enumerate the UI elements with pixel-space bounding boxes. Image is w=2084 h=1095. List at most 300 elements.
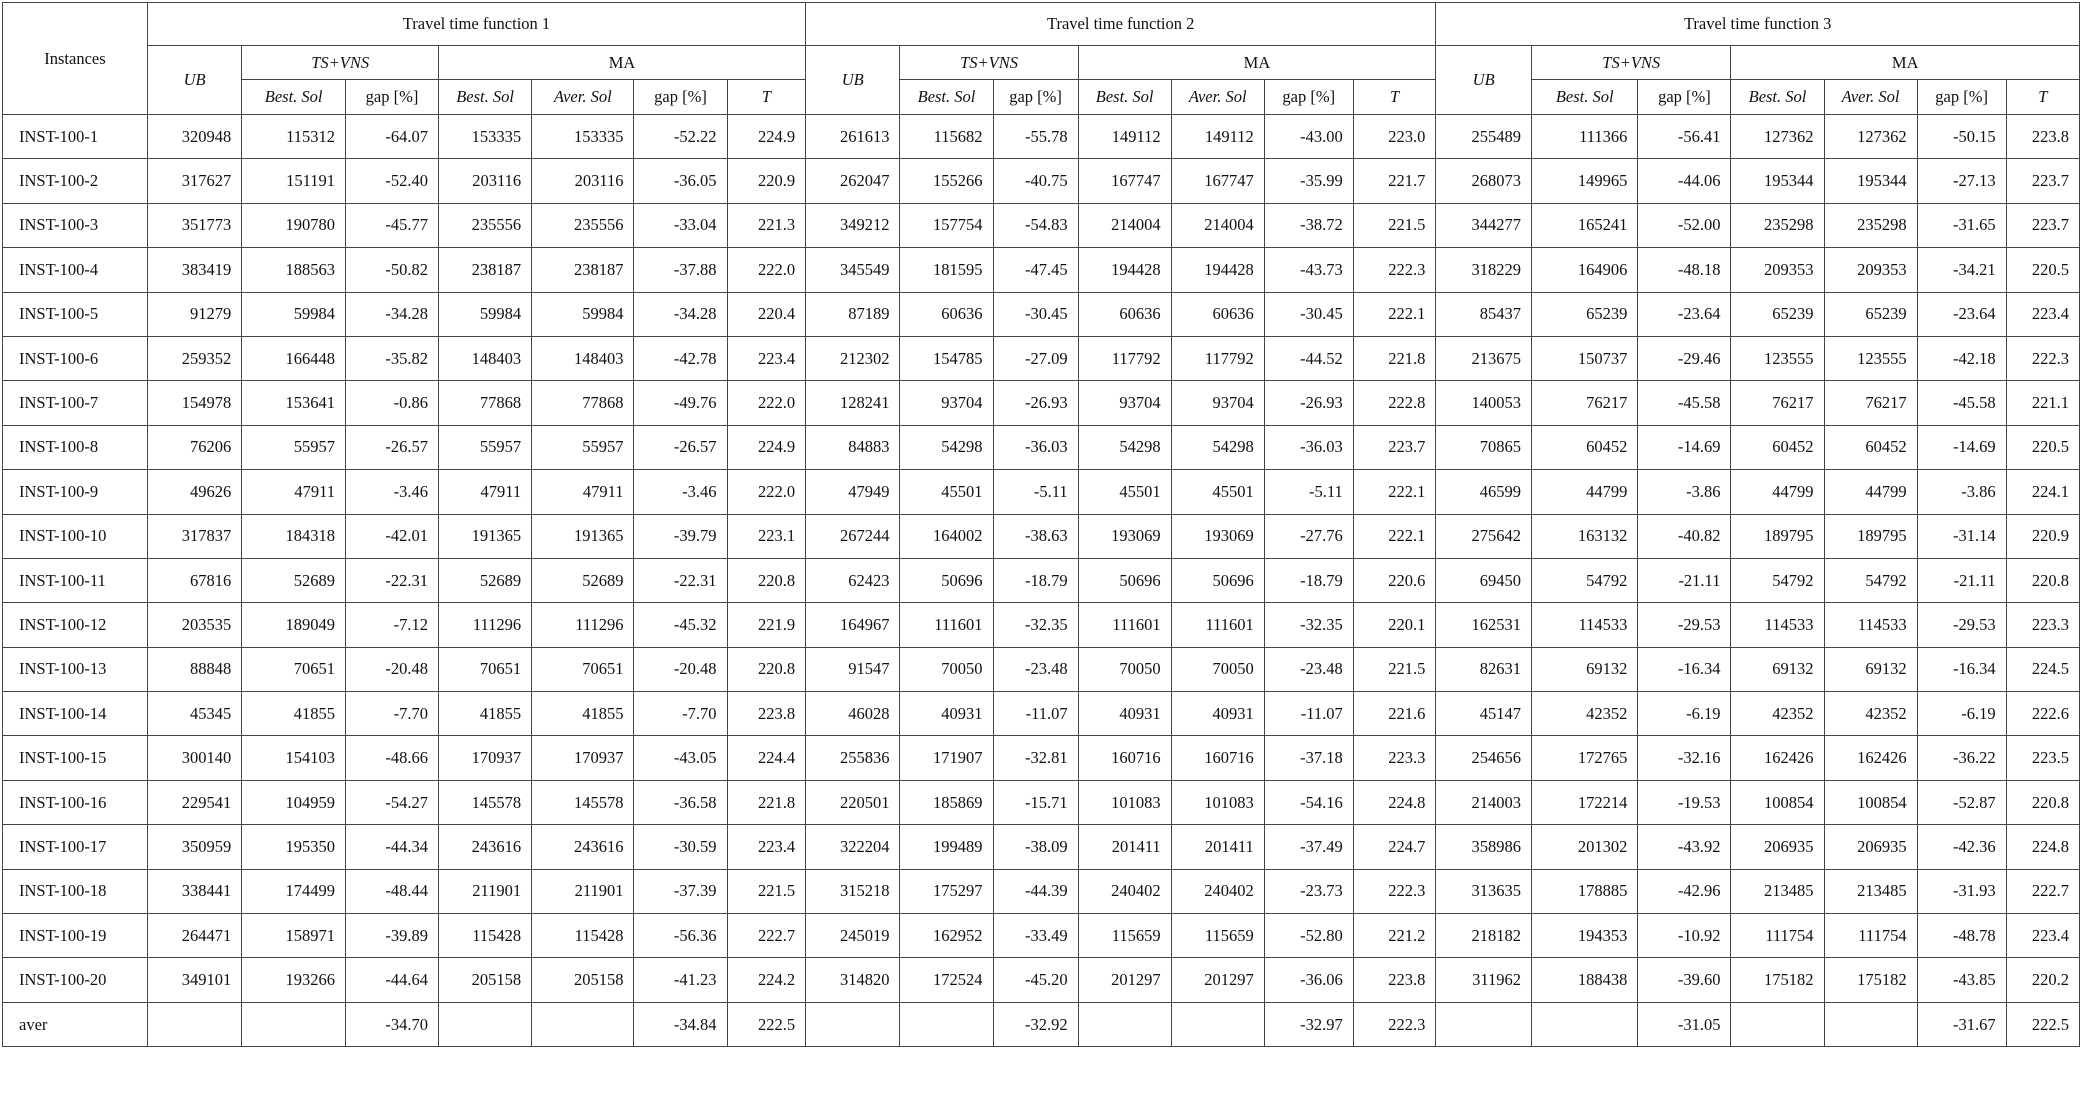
table-cell: 223.4 — [2006, 292, 2079, 336]
table-cell: -16.34 — [1917, 647, 2006, 691]
table-cell: 240402 — [1078, 869, 1171, 913]
table-cell: 224.9 — [727, 115, 806, 159]
best-sol-header: Best. Sol — [1532, 80, 1638, 115]
table-cell: -33.49 — [993, 914, 1078, 958]
table-cell: 214004 — [1171, 203, 1264, 247]
table-cell: 222.5 — [2006, 1002, 2079, 1046]
table-row — [3, 780, 2080, 824]
table-cell: -42.36 — [1917, 825, 2006, 869]
table-cell: 60452 — [1532, 425, 1638, 469]
table-cell: 52689 — [439, 558, 532, 602]
table-cell: -32.35 — [993, 603, 1078, 647]
aver-sol-header: Aver. Sol — [1824, 80, 1917, 115]
table-cell: 41855 — [242, 692, 346, 736]
ub-header: UB — [806, 46, 900, 115]
results-table — [2, 2, 2080, 1047]
table-cell: 164002 — [900, 514, 993, 558]
table-cell: 223.7 — [1353, 425, 1436, 469]
table-cell: 223.8 — [727, 692, 806, 736]
table-cell: 111296 — [532, 603, 634, 647]
table-cell: 88848 — [147, 647, 241, 691]
table-cell: 195344 — [1731, 159, 1824, 203]
table-cell: -15.71 — [993, 780, 1078, 824]
table-cell: 193069 — [1078, 514, 1171, 558]
table-cell: 164906 — [1532, 248, 1638, 292]
table-cell: -31.67 — [1917, 1002, 2006, 1046]
table-cell: 111296 — [439, 603, 532, 647]
table-cell: 52689 — [242, 558, 346, 602]
table-cell: 85437 — [1436, 292, 1532, 336]
table-cell: -22.31 — [634, 558, 727, 602]
table-cell: -37.18 — [1264, 736, 1353, 780]
table-cell: 69132 — [1731, 647, 1824, 691]
table-cell: -27.13 — [1917, 159, 2006, 203]
table-cell: 93704 — [1078, 381, 1171, 425]
table-cell: -3.86 — [1917, 470, 2006, 514]
table-cell: 201297 — [1078, 958, 1171, 1002]
table-cell: 76217 — [1824, 381, 1917, 425]
table-cell: 170937 — [532, 736, 634, 780]
table-cell: -31.05 — [1638, 1002, 1731, 1046]
table-cell: 153335 — [532, 115, 634, 159]
table-cell: -64.07 — [345, 115, 438, 159]
table-cell: -52.00 — [1638, 203, 1731, 247]
table-cell: -21.11 — [1917, 558, 2006, 602]
table-cell: -32.92 — [993, 1002, 1078, 1046]
instance-name: INST-100-11 — [3, 558, 148, 602]
table-cell: -39.60 — [1638, 958, 1731, 1002]
table-cell: 189795 — [1824, 514, 1917, 558]
table-cell: -44.64 — [345, 958, 438, 1002]
table-cell: 224.2 — [727, 958, 806, 1002]
table-cell: 351773 — [147, 203, 241, 247]
table-cell: -44.39 — [993, 869, 1078, 913]
table-cell: 52689 — [532, 558, 634, 602]
best-sol-header: Best. Sol — [900, 80, 993, 115]
table-cell: 267244 — [806, 514, 900, 558]
table-cell: 59984 — [532, 292, 634, 336]
table-cell: -16.34 — [1638, 647, 1731, 691]
table-header — [3, 3, 2080, 115]
table-cell: 151191 — [242, 159, 346, 203]
table-cell: 100854 — [1731, 780, 1824, 824]
table-cell: 47911 — [242, 470, 346, 514]
table-cell: 115428 — [532, 914, 634, 958]
table-cell: -22.31 — [345, 558, 438, 602]
table-cell: -43.73 — [1264, 248, 1353, 292]
table-cell: -42.96 — [1638, 869, 1731, 913]
table-cell: 70050 — [900, 647, 993, 691]
table-cell: 70651 — [532, 647, 634, 691]
table-cell: -45.77 — [345, 203, 438, 247]
table-cell: -3.86 — [1638, 470, 1731, 514]
table-cell: 47911 — [532, 470, 634, 514]
table-cell: -32.16 — [1638, 736, 1731, 780]
table-cell: 45345 — [147, 692, 241, 736]
instance-name: INST-100-9 — [3, 470, 148, 514]
table-cell: -32.97 — [1264, 1002, 1353, 1046]
table-cell: 104959 — [242, 780, 346, 824]
table-cell — [900, 1002, 993, 1046]
table-cell — [1436, 1002, 1532, 1046]
table-cell: 117792 — [1171, 336, 1264, 380]
table-cell: 221.3 — [727, 203, 806, 247]
instance-name: INST-100-18 — [3, 869, 148, 913]
table-cell: 115682 — [900, 115, 993, 159]
table-cell: 223.4 — [727, 336, 806, 380]
table-cell: 383419 — [147, 248, 241, 292]
table-cell: 115428 — [439, 914, 532, 958]
table-cell: 115659 — [1171, 914, 1264, 958]
table-cell: 222.1 — [1353, 514, 1436, 558]
table-cell: -48.44 — [345, 869, 438, 913]
table-cell: 268073 — [1436, 159, 1532, 203]
table-cell: 162426 — [1731, 736, 1824, 780]
table-cell: -35.99 — [1264, 159, 1353, 203]
table-cell: -48.66 — [345, 736, 438, 780]
table-cell: 221.2 — [1353, 914, 1436, 958]
table-cell: -36.05 — [634, 159, 727, 203]
table-cell: 220.1 — [1353, 603, 1436, 647]
table-cell: -39.89 — [345, 914, 438, 958]
table-cell: 45501 — [1078, 470, 1171, 514]
table-cell: 222.3 — [1353, 248, 1436, 292]
table-cell: 54298 — [900, 425, 993, 469]
table-cell: 220.8 — [2006, 780, 2079, 824]
table-cell: 313635 — [1436, 869, 1532, 913]
table-cell: -38.09 — [993, 825, 1078, 869]
table-cell: -44.52 — [1264, 336, 1353, 380]
table-cell: 223.4 — [2006, 914, 2079, 958]
table-cell: 262047 — [806, 159, 900, 203]
table-cell: 101083 — [1171, 780, 1264, 824]
table-cell: 60636 — [900, 292, 993, 336]
table-cell: -29.53 — [1638, 603, 1731, 647]
table-cell: 191365 — [439, 514, 532, 558]
table-cell: 60636 — [1078, 292, 1171, 336]
instance-name: INST-100-20 — [3, 958, 148, 1002]
instance-name: INST-100-10 — [3, 514, 148, 558]
table-cell: -34.21 — [1917, 248, 2006, 292]
table-cell: -52.40 — [345, 159, 438, 203]
table-cell: 111754 — [1824, 914, 1917, 958]
table-cell: -36.58 — [634, 780, 727, 824]
table-cell: 194428 — [1078, 248, 1171, 292]
table-cell: 229541 — [147, 780, 241, 824]
table-row — [3, 1002, 2080, 1046]
table-cell: -0.86 — [345, 381, 438, 425]
table-cell: 194353 — [1532, 914, 1638, 958]
table-cell: 115312 — [242, 115, 346, 159]
table-cell: 111754 — [1731, 914, 1824, 958]
table-cell: -6.19 — [1638, 692, 1731, 736]
table-cell: 149965 — [1532, 159, 1638, 203]
table-cell: 77868 — [532, 381, 634, 425]
table-row — [3, 292, 2080, 336]
t-header: T — [727, 80, 806, 115]
table-cell: 45501 — [900, 470, 993, 514]
table-cell: -32.81 — [993, 736, 1078, 780]
table-cell — [1078, 1002, 1171, 1046]
table-cell: -52.22 — [634, 115, 727, 159]
table-cell: 69450 — [1436, 558, 1532, 602]
table-cell — [806, 1002, 900, 1046]
table-cell: 41855 — [439, 692, 532, 736]
table-cell: 55957 — [242, 425, 346, 469]
table-cell: -36.06 — [1264, 958, 1353, 1002]
instance-name: INST-100-3 — [3, 203, 148, 247]
table-cell: 220501 — [806, 780, 900, 824]
table-cell: 238187 — [532, 248, 634, 292]
table-cell: 153641 — [242, 381, 346, 425]
table-cell: 59984 — [242, 292, 346, 336]
table-cell: -48.78 — [1917, 914, 2006, 958]
gap-header: gap [%] — [1917, 80, 2006, 115]
table-cell: 254656 — [1436, 736, 1532, 780]
ub-header: UB — [1436, 46, 1532, 115]
table-cell: 91279 — [147, 292, 241, 336]
table-cell: -3.46 — [345, 470, 438, 514]
table-cell: 222.6 — [2006, 692, 2079, 736]
table-cell: 222.3 — [1353, 869, 1436, 913]
table-cell: -45.20 — [993, 958, 1078, 1002]
table-row — [3, 647, 2080, 691]
table-cell: 221.8 — [727, 780, 806, 824]
table-cell: 170937 — [439, 736, 532, 780]
table-cell: 223.5 — [2006, 736, 2079, 780]
table-cell: 322204 — [806, 825, 900, 869]
table-cell: 76206 — [147, 425, 241, 469]
best-sol-header: Best. Sol — [1731, 80, 1824, 115]
table-cell: 154785 — [900, 336, 993, 380]
table-cell: 222.0 — [727, 470, 806, 514]
table-cell: -39.79 — [634, 514, 727, 558]
table-cell: 224.5 — [2006, 647, 2079, 691]
table-cell: 240402 — [1171, 869, 1264, 913]
function-3-header: Travel time function 3 — [1436, 3, 2080, 46]
table-row — [3, 736, 2080, 780]
table-cell: 189049 — [242, 603, 346, 647]
table-cell: 203535 — [147, 603, 241, 647]
table-cell: 205158 — [532, 958, 634, 1002]
table-cell: 76217 — [1731, 381, 1824, 425]
table-cell: 54298 — [1171, 425, 1264, 469]
table-cell: 54792 — [1731, 558, 1824, 602]
table-cell: -56.41 — [1638, 115, 1731, 159]
table-cell: 317837 — [147, 514, 241, 558]
table-cell: 220.9 — [727, 159, 806, 203]
table-cell: -11.07 — [993, 692, 1078, 736]
table-cell: -33.04 — [634, 203, 727, 247]
table-cell: 158971 — [242, 914, 346, 958]
instance-name: INST-100-13 — [3, 647, 148, 691]
table-cell: -31.93 — [1917, 869, 2006, 913]
table-cell: 211901 — [439, 869, 532, 913]
aver-sol-header: Aver. Sol — [1171, 80, 1264, 115]
table-cell: 201297 — [1171, 958, 1264, 1002]
table-row — [3, 514, 2080, 558]
table-cell: 69132 — [1532, 647, 1638, 691]
table-cell: -43.00 — [1264, 115, 1353, 159]
table-cell: 224.1 — [2006, 470, 2079, 514]
instance-name: aver — [3, 1002, 148, 1046]
table-cell: 50696 — [1078, 558, 1171, 602]
table-cell: 195344 — [1824, 159, 1917, 203]
instance-name: INST-100-2 — [3, 159, 148, 203]
table-cell: 148403 — [532, 336, 634, 380]
table-cell: -23.73 — [1264, 869, 1353, 913]
table-cell: 171907 — [900, 736, 993, 780]
table-row — [3, 603, 2080, 647]
table-cell: 201411 — [1078, 825, 1171, 869]
table-cell: 54298 — [1078, 425, 1171, 469]
table-cell: 127362 — [1731, 115, 1824, 159]
table-cell: 172524 — [900, 958, 993, 1002]
table-cell: 165241 — [1532, 203, 1638, 247]
table-cell: 44799 — [1731, 470, 1824, 514]
table-row — [3, 115, 2080, 159]
table-cell: 220.8 — [2006, 558, 2079, 602]
table-cell: 70651 — [242, 647, 346, 691]
table-cell: -29.53 — [1917, 603, 2006, 647]
table-row — [3, 159, 2080, 203]
table-cell: -43.85 — [1917, 958, 2006, 1002]
table-cell — [242, 1002, 346, 1046]
table-cell: 224.7 — [1353, 825, 1436, 869]
table-cell: 157754 — [900, 203, 993, 247]
table-cell: 222.0 — [727, 248, 806, 292]
table-cell: -18.79 — [1264, 558, 1353, 602]
table-cell: -54.27 — [345, 780, 438, 824]
table-cell: 220.5 — [2006, 248, 2079, 292]
ma-header: MA — [1078, 46, 1436, 80]
table-cell: -18.79 — [993, 558, 1078, 602]
table-cell: 235298 — [1731, 203, 1824, 247]
table-cell: 318229 — [1436, 248, 1532, 292]
function-1-header: Travel time function 1 — [147, 3, 805, 46]
table-cell: -36.03 — [993, 425, 1078, 469]
table-cell: 164967 — [806, 603, 900, 647]
table-cell: 114533 — [1731, 603, 1824, 647]
table-cell: 223.1 — [727, 514, 806, 558]
table-cell: 349101 — [147, 958, 241, 1002]
table-cell: 220.8 — [727, 647, 806, 691]
table-cell: 70651 — [439, 647, 532, 691]
table-cell: 314820 — [806, 958, 900, 1002]
table-cell: 93704 — [900, 381, 993, 425]
instance-name: INST-100-5 — [3, 292, 148, 336]
table-cell: 172214 — [1532, 780, 1638, 824]
table-cell: 222.7 — [727, 914, 806, 958]
table-cell: 220.4 — [727, 292, 806, 336]
table-cell: 175182 — [1731, 958, 1824, 1002]
table-cell: 221.8 — [1353, 336, 1436, 380]
table-cell: -45.58 — [1917, 381, 2006, 425]
table-cell: -27.09 — [993, 336, 1078, 380]
table-cell: 162426 — [1824, 736, 1917, 780]
instance-name: INST-100-15 — [3, 736, 148, 780]
table-cell: 167747 — [1078, 159, 1171, 203]
gap-header: gap [%] — [1638, 80, 1731, 115]
table-cell: -27.76 — [1264, 514, 1353, 558]
table-cell: 223.7 — [2006, 203, 2079, 247]
table-cell: 214004 — [1078, 203, 1171, 247]
table-cell: 65239 — [1532, 292, 1638, 336]
table-cell: 221.1 — [2006, 381, 2079, 425]
table-cell: 174499 — [242, 869, 346, 913]
table-cell: -30.59 — [634, 825, 727, 869]
table-cell: 213485 — [1824, 869, 1917, 913]
table-cell: 350959 — [147, 825, 241, 869]
table-cell: 42352 — [1532, 692, 1638, 736]
table-cell: 259352 — [147, 336, 241, 380]
table-cell: 69132 — [1824, 647, 1917, 691]
table-cell: 62423 — [806, 558, 900, 602]
table-cell: 45501 — [1171, 470, 1264, 514]
table-cell: -5.11 — [993, 470, 1078, 514]
table-cell: 175182 — [1824, 958, 1917, 1002]
table-cell: 70865 — [1436, 425, 1532, 469]
table-cell: -54.16 — [1264, 780, 1353, 824]
table-cell — [147, 1002, 241, 1046]
table-cell: 54792 — [1824, 558, 1917, 602]
gap-header: gap [%] — [634, 80, 727, 115]
table-cell: 224.8 — [2006, 825, 2079, 869]
table-cell: -48.18 — [1638, 248, 1731, 292]
table-cell: -38.72 — [1264, 203, 1353, 247]
instance-name: INST-100-8 — [3, 425, 148, 469]
table-row — [3, 692, 2080, 736]
table-cell: -23.48 — [1264, 647, 1353, 691]
table-cell: 222.0 — [727, 381, 806, 425]
table-cell: -44.34 — [345, 825, 438, 869]
table-row — [3, 248, 2080, 292]
instance-name: INST-100-19 — [3, 914, 148, 958]
table-cell: 222.3 — [1353, 1002, 1436, 1046]
table-cell: -21.11 — [1638, 558, 1731, 602]
table-cell: 222.1 — [1353, 292, 1436, 336]
table-cell: 149112 — [1171, 115, 1264, 159]
table-cell: -50.15 — [1917, 115, 2006, 159]
table-cell: 77868 — [439, 381, 532, 425]
table-cell: -23.64 — [1917, 292, 2006, 336]
table-cell: -37.88 — [634, 248, 727, 292]
table-cell: -40.75 — [993, 159, 1078, 203]
table-cell: -43.92 — [1638, 825, 1731, 869]
table-cell: 213675 — [1436, 336, 1532, 380]
table-cell: 222.5 — [727, 1002, 806, 1046]
table-row — [3, 825, 2080, 869]
table-cell: 114533 — [1532, 603, 1638, 647]
table-cell: 222.1 — [1353, 470, 1436, 514]
table-cell: 140053 — [1436, 381, 1532, 425]
best-sol-header: Best. Sol — [439, 80, 532, 115]
table-cell: 222.8 — [1353, 381, 1436, 425]
table-cell: 224.9 — [727, 425, 806, 469]
table-cell: 175297 — [900, 869, 993, 913]
table-cell: -34.84 — [634, 1002, 727, 1046]
gap-header: gap [%] — [993, 80, 1078, 115]
table-cell: 145578 — [532, 780, 634, 824]
table-cell: 87189 — [806, 292, 900, 336]
table-cell: -43.05 — [634, 736, 727, 780]
table-cell: 220.9 — [2006, 514, 2079, 558]
table-cell: 42352 — [1824, 692, 1917, 736]
table-cell: 349212 — [806, 203, 900, 247]
table-cell: 221.5 — [727, 869, 806, 913]
table-cell: 195350 — [242, 825, 346, 869]
table-cell: -30.45 — [1264, 292, 1353, 336]
